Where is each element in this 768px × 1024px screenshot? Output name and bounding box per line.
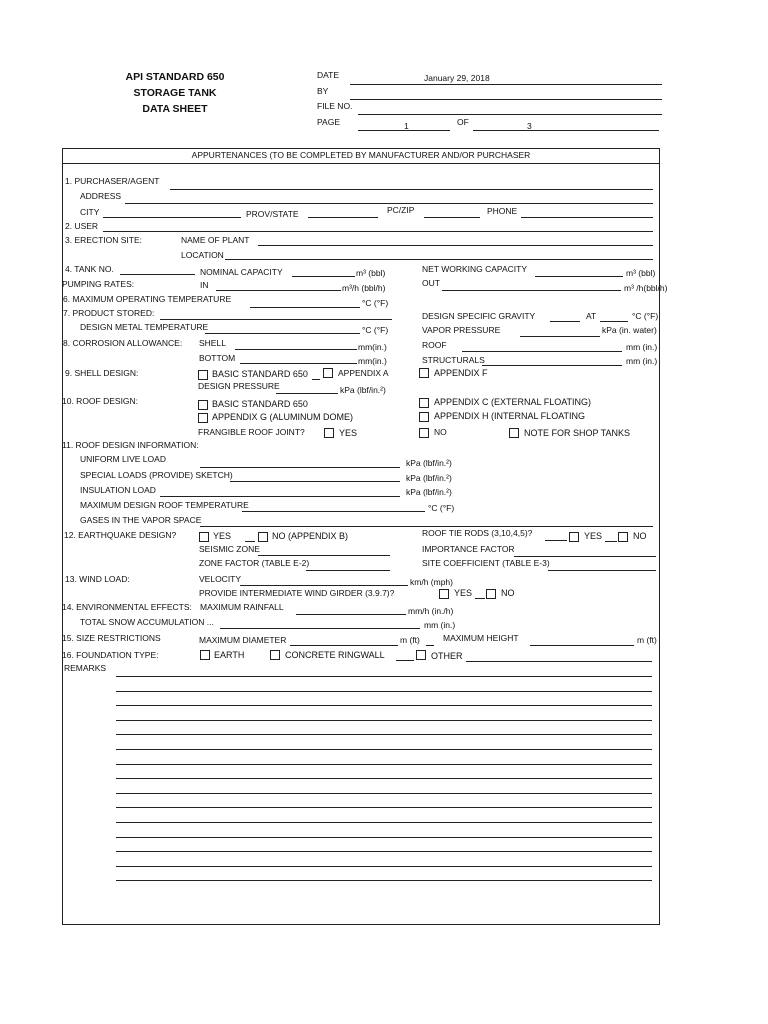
of-line — [473, 130, 659, 131]
seismic-label: SEISMIC ZONE — [199, 544, 260, 554]
velocity-unit: km/h (mph) — [410, 577, 453, 587]
user-label: 2. USER — [65, 221, 99, 231]
frangible-yes-checkbox[interactable] — [324, 428, 334, 438]
at-label: AT — [586, 311, 597, 321]
shell-ca-unit: mm(in.) — [358, 342, 387, 352]
date-line — [350, 84, 662, 85]
rainfall-unit: mm/h (in./h) — [408, 606, 454, 616]
girder-no-label: NO — [501, 588, 515, 598]
by-line[interactable] — [350, 99, 662, 100]
pczip-label: PC/ZIP — [387, 205, 415, 215]
importance-line[interactable] — [514, 556, 656, 557]
dmt-line[interactable] — [205, 333, 360, 334]
seismic-line[interactable] — [258, 555, 390, 556]
basic-650-roof-checkbox[interactable] — [198, 400, 208, 410]
rainfall-line[interactable] — [296, 614, 406, 615]
sitecoef-line[interactable] — [548, 570, 656, 571]
address-line[interactable] — [125, 203, 653, 204]
ringwall-checkbox[interactable] — [270, 650, 280, 660]
remarks-line[interactable] — [116, 880, 652, 881]
file-no-label: FILE NO. — [317, 101, 353, 111]
maxdia-label: MAXIMUM DIAMETER — [199, 635, 287, 645]
maxdia-tail-line — [426, 645, 434, 646]
nominal-label: NOMINAL CAPACITY — [200, 267, 283, 277]
maxheight-line[interactable] — [530, 645, 634, 646]
prov-line[interactable] — [308, 217, 378, 218]
in-unit: m³/h (bbl/h) — [342, 283, 386, 293]
shop-tanks-label: NOTE FOR SHOP TANKS — [524, 428, 631, 438]
corrosion-label: 8. CORROSION ALLOWANCE: — [63, 338, 183, 348]
special-line[interactable] — [230, 481, 400, 482]
appendix-g-label: APPENDIX G (ALUMINUM DOME) — [212, 412, 354, 422]
in-label: IN — [200, 280, 209, 290]
appendix-h-label: APPENDIX H (INTERNAL FLOATING — [434, 411, 586, 421]
rainfall-label: MAXIMUM RAINFALL — [200, 602, 284, 612]
form-title-line-2: STORAGE TANK — [133, 87, 217, 99]
maxtemp-unit: °C (°F) — [362, 298, 389, 308]
rooftie-line — [545, 540, 567, 541]
maxheight-unit: m (ft) — [637, 635, 657, 645]
earthquake-yes-checkbox[interactable] — [199, 532, 209, 542]
frangible-no-checkbox[interactable] — [419, 428, 429, 438]
uniform-unit: kPa (lbf/in.²) — [406, 458, 452, 468]
sitecoef-label: SITE COEFFICIENT (TABLE E-3) — [422, 558, 550, 568]
form-title-line-3: DATA SHEET — [142, 103, 208, 115]
shelldesign-label: 9. SHELL DESIGN: — [65, 368, 139, 378]
form-title-line-1: API STANDARD 650 — [125, 71, 225, 83]
by-label: BY — [317, 86, 329, 96]
remarks-line[interactable] — [116, 807, 652, 808]
roofdesign-label: 10. ROOF DESIGN: — [62, 396, 139, 406]
dmt-label: DESIGN METAL TEMPERATURE — [80, 322, 209, 332]
foundation-label: 16. FOUNDATION TYPE: — [62, 650, 159, 660]
uniform-line[interactable] — [200, 467, 400, 468]
earth-checkbox[interactable] — [200, 650, 210, 660]
earthquake-label: 12. EARTHQUAKE DESIGN? — [64, 530, 177, 540]
other-label: OTHER — [431, 651, 463, 661]
tankno-line[interactable] — [120, 274, 195, 275]
appendix-f-checkbox[interactable] — [419, 368, 429, 378]
rooftie-yes-checkbox[interactable] — [569, 532, 579, 542]
earth-label: EARTH — [214, 650, 245, 660]
address-label: ADDRESS — [80, 191, 122, 201]
maxroof-line[interactable] — [242, 511, 425, 512]
basic-650-roof-label: BASIC STANDARD 650 — [212, 399, 308, 409]
remarks-line[interactable] — [116, 822, 652, 823]
maxheight-label: MAXIMUM HEIGHT — [443, 633, 519, 643]
netcap-line[interactable] — [535, 276, 623, 277]
plant-label: NAME OF PLANT — [181, 235, 250, 245]
out-line[interactable] — [442, 290, 621, 291]
maxtemp-label: 6. MAXIMUM OPERATING TEMPERATURE — [63, 294, 232, 304]
design-pressure-label: DESIGN PRESSURE — [198, 381, 280, 391]
remarks-line[interactable] — [116, 734, 652, 735]
zonefactor-label: ZONE FACTOR (TABLE E-2) — [199, 558, 310, 568]
rooftie-no-checkbox[interactable] — [618, 532, 628, 542]
design-pressure-line[interactable] — [276, 393, 338, 394]
vapor-label: VAPOR PRESSURE — [422, 325, 501, 335]
user-line[interactable] — [103, 231, 653, 232]
remarks-label: REMARKS — [64, 663, 107, 673]
girder-yes-line — [475, 598, 485, 599]
snow-line[interactable] — [220, 628, 420, 629]
location-line[interactable] — [225, 259, 653, 260]
basic-650-shell-line — [312, 379, 320, 380]
appendix-a-checkbox[interactable] — [323, 368, 333, 378]
maxdia-line[interactable] — [290, 645, 398, 646]
frangible-label: FRANGIBLE ROOF JOINT? — [198, 427, 305, 437]
girder-yes-label: YES — [454, 588, 473, 598]
phone-label: PHONE — [487, 206, 518, 216]
dsg-line[interactable] — [550, 321, 580, 322]
structurals-label: STRUCTURALS — [422, 355, 485, 365]
frangible-no-label: NO — [434, 427, 447, 437]
remarks-line[interactable] — [116, 691, 652, 692]
dsg-unit: °C (°F) — [632, 311, 659, 321]
roof-ca-unit: mm (in.) — [626, 342, 658, 352]
erection-label: 3. ERECTION SITE: — [65, 235, 142, 245]
ringwall-line — [396, 660, 414, 661]
bottom-ca-unit: mm(in.) — [358, 356, 387, 366]
file-no-line[interactable] — [358, 114, 662, 115]
special-unit: kPa (lbf/in.²) — [406, 473, 452, 483]
nominal-unit: m³ (bbl) — [356, 268, 386, 278]
maxtemp-line[interactable] — [250, 307, 360, 308]
roof-ca-label: ROOF — [422, 340, 447, 350]
date-label: DATE — [317, 70, 340, 80]
insulation-line[interactable] — [160, 496, 400, 497]
bottom-ca-line[interactable] — [240, 363, 357, 364]
remarks-line[interactable] — [116, 851, 652, 852]
in-line[interactable] — [216, 290, 341, 291]
frangible-yes-label: YES — [339, 428, 358, 438]
shop-tanks-checkbox[interactable] — [509, 428, 519, 438]
ringwall-label: CONCRETE RINGWALL — [285, 650, 385, 660]
netcap-unit: m³ (bbl) — [626, 268, 656, 278]
prov-label: PROV/STATE — [246, 209, 299, 219]
velocity-line[interactable] — [240, 585, 408, 586]
purchaser-label: 1. PURCHASER/AGENT — [65, 176, 160, 186]
maxroof-unit: °C (°F) — [428, 503, 455, 513]
city-line[interactable] — [103, 217, 241, 218]
importance-label: IMPORTANCE FACTOR — [422, 544, 515, 554]
page-line — [358, 130, 450, 131]
appendix-g-checkbox[interactable] — [198, 413, 208, 423]
structurals-unit: mm (in.) — [626, 356, 658, 366]
vapor-unit: kPa (in. water) — [602, 325, 657, 335]
earthquake-yes-label: YES — [213, 531, 232, 541]
city-label: CITY — [80, 207, 100, 217]
girder-no-checkbox[interactable] — [486, 589, 496, 599]
dmt-unit: °C (°F) — [362, 325, 389, 335]
remarks-line[interactable] — [116, 837, 652, 838]
nominal-line[interactable] — [292, 276, 355, 277]
wind-label: 13. WIND LOAD: — [65, 574, 130, 584]
snow-unit: mm (in.) — [424, 620, 456, 630]
rooftie-yes-line — [605, 541, 617, 542]
insulation-label: INSULATION LOAD — [80, 485, 156, 495]
earthquake-no-checkbox[interactable] — [258, 532, 268, 542]
shell-label: SHELL — [199, 338, 226, 348]
of-label: OF — [457, 117, 469, 127]
location-label: LOCATION — [181, 250, 224, 260]
structurals-line[interactable] — [482, 365, 622, 366]
dsg-label: DESIGN SPECIFIC GRAVITY — [422, 311, 536, 321]
rooftie-no-label: NO — [633, 531, 647, 541]
rooftie-label: ROOF TIE RODS (3,10,4,5)? — [422, 528, 533, 538]
netcap-label: NET WORKING CAPACITY — [422, 264, 528, 274]
size-label: 15. SIZE RESTRICTIONS — [62, 633, 161, 643]
basic-650-shell-label: BASIC STANDARD 650 — [212, 369, 308, 379]
remarks-line[interactable] — [116, 793, 652, 794]
section-title: APPURTENANCES (TO BE COMPLETED BY MANUFACTURER AND/OR PURCHASER — [62, 148, 660, 164]
phone-line[interactable] — [521, 217, 653, 218]
remarks-line[interactable] — [116, 676, 652, 677]
earthquake-no-label: NO (APPENDIX B) — [272, 531, 349, 541]
remarks-line[interactable] — [116, 749, 652, 750]
snow-label: TOTAL SNOW ACCUMULATION ... — [80, 617, 214, 627]
earthquake-yes-line — [245, 541, 255, 542]
appendix-c-checkbox[interactable] — [419, 398, 429, 408]
out-label: OUT — [422, 278, 440, 288]
zonefactor-line[interactable] — [306, 570, 390, 571]
page-value[interactable]: 1 — [404, 121, 409, 131]
remarks-line[interactable] — [116, 866, 652, 867]
velocity-label: VELOCITY — [199, 574, 242, 584]
other-line[interactable] — [466, 661, 652, 662]
appendix-c-label: APPENDIX C (EXTERNAL FLOATING) — [434, 397, 592, 407]
rooftie-yes-label: YES — [584, 531, 603, 541]
maxroof-label: MAXIMUM DESIGN ROOF TEMPERATURE — [80, 500, 249, 510]
date-value[interactable]: January 29, 2018 — [424, 73, 490, 83]
page-label: PAGE — [317, 117, 340, 127]
girder-label: PROVIDE INTERMEDIATE WIND GIRDER (3.9.7)? — [199, 588, 395, 598]
roof-ca-line[interactable] — [462, 351, 622, 352]
product-label: 7. PRODUCT STORED: — [63, 308, 155, 318]
vapor-line[interactable] — [520, 336, 600, 337]
at-line[interactable] — [600, 321, 628, 322]
other-checkbox[interactable] — [416, 650, 426, 660]
tankno-label: 4. TANK NO. — [65, 264, 114, 274]
basic-650-shell-checkbox[interactable] — [198, 370, 208, 380]
appendix-f-label: APPENDIX F — [434, 368, 488, 378]
appendix-a-label: APPENDIX A — [338, 368, 389, 378]
product-line[interactable] — [160, 319, 392, 320]
env-label: 14. ENVIRONMENTAL EFFECTS: — [62, 602, 192, 612]
uniform-label: UNIFORM LIVE LOAD — [80, 454, 166, 464]
maxdia-unit: m (ft) — [400, 635, 420, 645]
gases-label: GASES IN THE VAPOR SPACE — [80, 515, 202, 525]
special-label: SPECIAL LOADS (PROVIDE) SKETCH) — [80, 470, 233, 480]
pumping-label: PUMPING RATES: — [62, 279, 135, 289]
remarks-line[interactable] — [116, 705, 652, 706]
appendix-h-checkbox[interactable] — [419, 412, 429, 422]
gases-line[interactable] — [200, 526, 653, 527]
of-value[interactable]: 3 — [527, 121, 532, 131]
out-unit: m³ /h(bbl/h) — [624, 283, 668, 293]
remarks-line[interactable] — [116, 764, 652, 765]
roofinfo-label: 11. ROOF DESIGN INFORMATION: — [62, 440, 199, 450]
remarks-line[interactable] — [116, 720, 652, 721]
bottom-ca-label: BOTTOM — [199, 353, 236, 363]
pczip-line[interactable] — [424, 217, 480, 218]
design-pressure-unit: kPa (lbf/in.²) — [340, 385, 386, 395]
remarks-line[interactable] — [116, 778, 652, 779]
insulation-unit: kPa (lbf/in.²) — [406, 487, 452, 497]
plant-line[interactable] — [258, 245, 653, 246]
girder-yes-checkbox[interactable] — [439, 589, 449, 599]
shell-ca-line[interactable] — [235, 349, 357, 350]
purchaser-line[interactable] — [170, 189, 653, 190]
